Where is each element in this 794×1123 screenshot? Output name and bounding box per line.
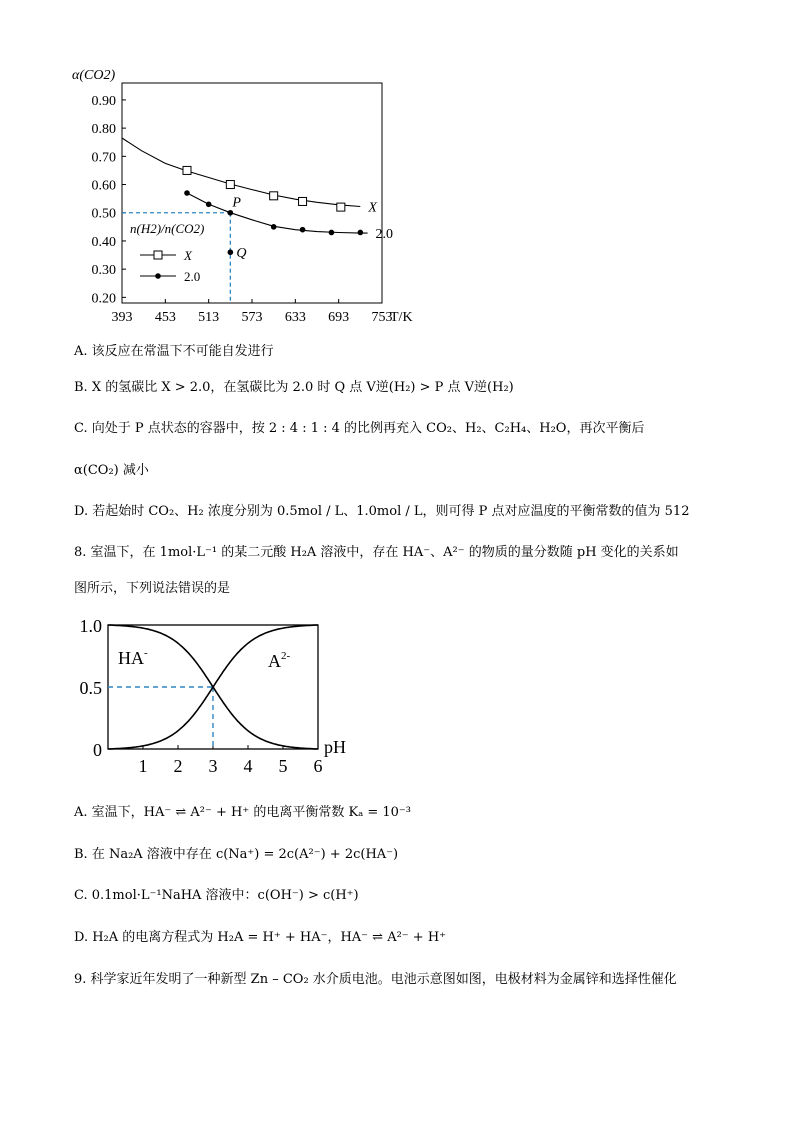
chart1-ytick-label: 0.40 xyxy=(91,234,116,250)
chart1-point-x xyxy=(183,166,191,174)
chart1-legend-x-label: X xyxy=(184,248,192,263)
chart1-point-2 xyxy=(300,227,306,233)
q8-option-d: D. H₂A 的电离方程式为 H₂A = H⁺ + HA⁻，HA⁻ ⇌ A²⁻ + H⁺ xyxy=(74,930,447,945)
q7-option-d: D. 若起始时 CO₂、H₂ 浓度分别为 0.5mol / L、1.0mol / L，则可得 P 点对应温度的平衡常数的值为 512 xyxy=(74,504,690,519)
chart1-xtick-label: 693 xyxy=(328,310,350,325)
chart1-series-end-label: X xyxy=(368,200,377,216)
chart1-xtick-label: 513 xyxy=(198,310,220,325)
chart1-ytick-label: 0.30 xyxy=(91,263,116,279)
chart1-ytick-label: 0.80 xyxy=(91,122,116,138)
q7-option-c-cont: α(CO₂) 减小 xyxy=(74,463,149,478)
chart1-legend-marker-2 xyxy=(155,273,161,279)
chart1-legend-marker-x xyxy=(154,251,162,259)
chart2-ytick-label: 1.0 xyxy=(79,616,102,636)
chart1-point-x xyxy=(337,203,345,211)
chart2-ytick-label: 0.5 xyxy=(79,678,102,698)
chart2-label-ha: HA- xyxy=(118,647,148,668)
chart1-ytick-label: 0.70 xyxy=(91,150,116,166)
alpha-co2-chart xyxy=(60,55,430,330)
chart1-point-2 xyxy=(271,224,277,230)
q8-option-c: C. 0.1mol·L⁻¹NaHA 溶液中：c(OH⁻) > c(H⁺) xyxy=(74,888,359,903)
chart1-point-2 xyxy=(184,190,190,196)
chart2-ytick-label: 0 xyxy=(93,740,102,760)
chart1-point-p xyxy=(228,210,234,216)
chart1-ytick-label: 0.20 xyxy=(91,291,116,307)
chart1-point-2 xyxy=(206,201,212,207)
chart1-xlabel: T/K xyxy=(390,310,413,325)
chart2-xtick-label: 4 xyxy=(243,756,253,776)
chart1-xtick-label: 753 xyxy=(371,310,393,325)
chart1-legend-title: n(H2)/n(CO2) xyxy=(130,221,205,236)
chart2-xtick-label: 6 xyxy=(313,756,323,776)
chart1-point-x xyxy=(299,197,307,205)
chart2-xtick-label: 5 xyxy=(278,756,288,776)
chart1-point-q xyxy=(228,249,234,255)
chart1-point-2 xyxy=(329,230,335,236)
chart2-xtick-label: 1 xyxy=(138,756,148,776)
q9-stem-line1: 9. 科学家近年发明了一种新型 Zn – CO₂ 水介质电池。电池示意图如图，电极材料为金属锌和选择性催化 xyxy=(74,972,677,987)
chart1-series-end-label: 2.0 xyxy=(375,227,394,243)
chart1-xtick-label: 573 xyxy=(241,310,263,325)
chart2-xtick-label: 2 xyxy=(173,756,183,776)
chart1-annotation-q: Q xyxy=(236,246,247,262)
chart1-point-2 xyxy=(358,230,364,236)
chart1-plot-frame xyxy=(122,83,382,303)
chart1-xtick-label: 393 xyxy=(111,310,133,325)
chart1-annotation-p: P xyxy=(232,195,241,211)
chart1-series-line xyxy=(122,138,360,207)
q8-stem-line1: 8. 室温下，在 1mol·L⁻¹ 的某二元酸 H₂A 溶液中，存在 HA⁻、A²⁻ 的物质的量分数随 pH 变化的关系如 xyxy=(74,545,679,560)
q8-option-a: A. 室温下，HA⁻ ⇌ A²⁻ + H⁺ 的电离平衡常数 Kₐ = 10⁻³ xyxy=(74,805,411,820)
chart1-xtick-label: 633 xyxy=(284,310,306,325)
q7-option-c: C. 向处于 P 点状态的容器中，按 2 : 4 : 1 : 4 的比例再充入 CO₂、H₂、C₂H₄、H₂O，再次平衡后 xyxy=(74,421,645,436)
chart1-ytick-label: 0.90 xyxy=(91,93,116,109)
chart1-point-x xyxy=(270,192,278,200)
chart1-legend-2-label: 2.0 xyxy=(184,269,201,284)
q8-option-b: B. 在 Na₂A 溶液中存在 c(Na⁺) = 2c(A²⁻) + 2c(HA⁻) xyxy=(74,847,399,862)
chart2-xtick-label: 3 xyxy=(208,756,218,776)
chart1-ytick-label: 0.50 xyxy=(91,206,116,222)
q7-option-b: B. X 的氢碳比 X > 2.0，在氢碳比为 2.0 时 Q 点 V逆(H₂) > P 点 V逆(H₂) xyxy=(74,380,514,395)
chart2-xlabel: pH xyxy=(324,737,346,757)
chart1-ytick-label: 0.60 xyxy=(91,178,116,194)
q7-option-a: A. 该反应在常温下不可能自发进行 xyxy=(74,344,274,359)
q8-stem-line2: 图所示，下列说法错误的是 xyxy=(74,581,231,596)
chart2-label-a2: $A^{2-}$ xyxy=(268,650,291,671)
chart1-xtick-label: 453 xyxy=(154,310,176,325)
chart1-point-x xyxy=(226,181,234,189)
chart1-ylabel: α(CO2) xyxy=(72,68,116,83)
ph-distribution-chart xyxy=(60,608,370,778)
